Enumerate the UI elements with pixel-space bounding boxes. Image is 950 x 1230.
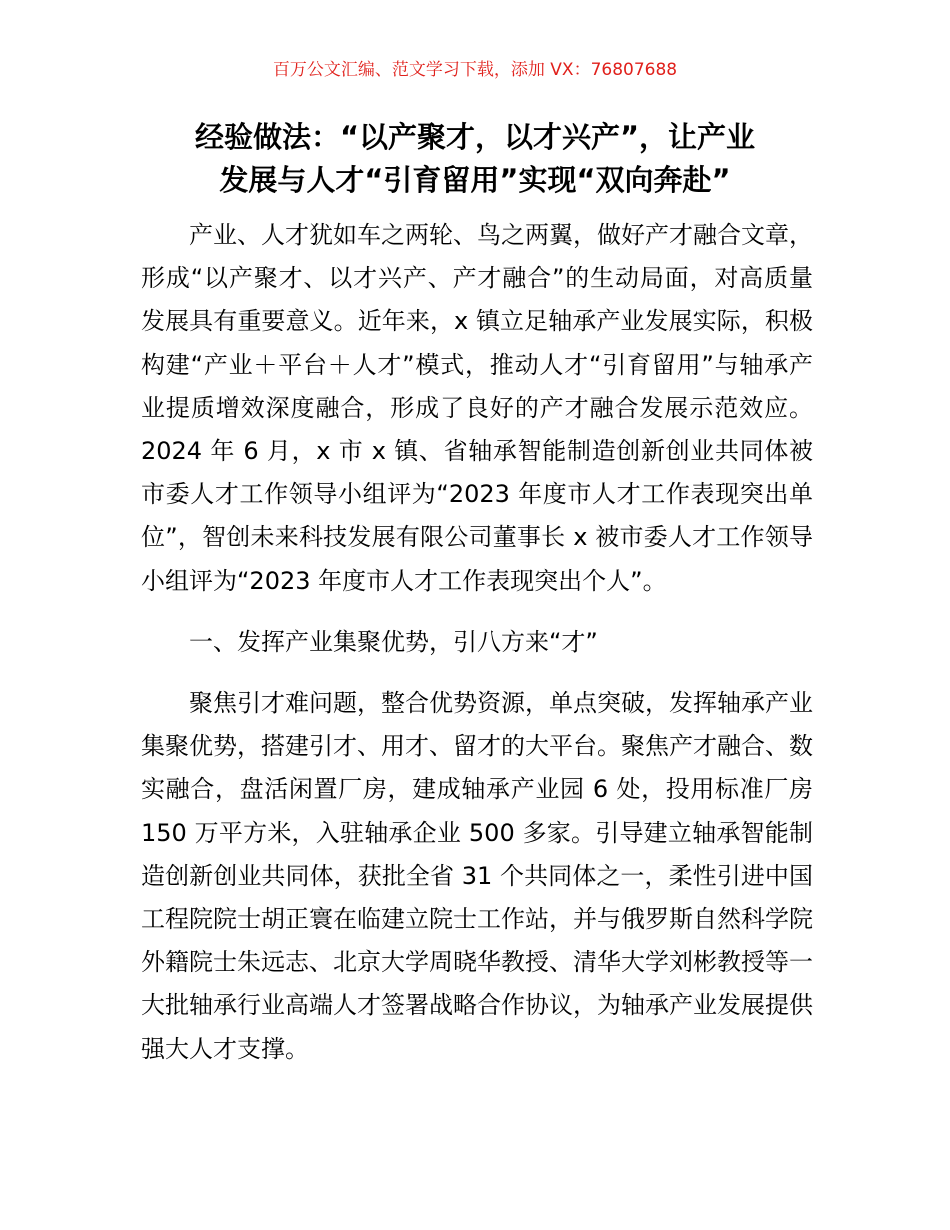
title-line-2: 发展与人才“引育留用”实现“双向奔赴” xyxy=(219,163,731,197)
section-heading-1: 一、发挥产业集聚优势，引八方来“才” xyxy=(189,627,598,656)
title-line-1: 经验做法：“以产聚才，以才兴产”，让产业 xyxy=(194,120,756,154)
paragraph-section-1: 聚焦引才难问题，整合优势资源，单点突破，发挥轴承产业集聚优势，搭建引才、用才、留才的大平台。聚焦产才融合、数实融合，盘活闲置厂房，建成轴承产业园 6 处，投用标准厂房 150 万平方米，入驻轴承企业 500 多家。引导建立轴承智能制造创新创业共同体，获批全省 31 个共同体之一，柔性引进中国工程院院士胡正寰在临建立院士工作站，并与俄罗斯自然科学院外籍院士朱远志、北京大学周晓华教授、清华大学刘彬教授等一大批轴承行业高端人才签署战略合作协议，为轴承产业发展提供强大人才支撑。 xyxy=(141,689,813,1063)
paragraph-intro: 产业、人才犹如车之两轮、鸟之两翼，做好产才融合文章，形成“以产聚才、以才兴产、产才融合”的生动局面，对高质量发展具有重要意义。近年来，x 镇立足轴承产业发展实际，积极构建“产业＋平台＋人才”模式，推动人才“引育留用”与轴承产业提质增效深度融合，形成了良好的产才融合发展示范效应。2024 年 6 月，x 市 x 镇、省轴承智能制造创新创业共同体被市委人才工作领导小组评为“2023 年度市人才工作表现突出单位”，智创未来科技发展有限公司董事长 x 被市委人才工作领导小组评为“2023 年度市人才工作表现突出个人”。 xyxy=(141,221,813,595)
document-title xyxy=(120,116,830,202)
watermark-header: 百万公文汇编、范文学习下载，添加 VX：76807688 xyxy=(272,60,678,80)
document-body xyxy=(141,214,813,1089)
